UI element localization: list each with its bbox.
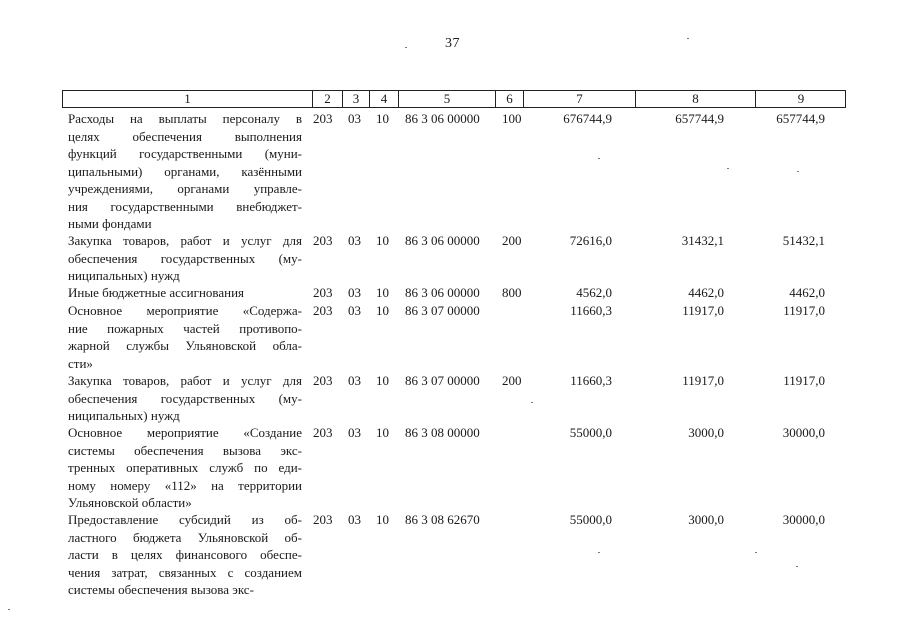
cell-col-4: 10 [376, 373, 389, 388]
description-line: обеспечения государственных (му- [68, 250, 302, 266]
cell-col-7: 11660,3 [570, 373, 612, 388]
cell-col-2: 203 [313, 373, 333, 388]
cell-col-2: 203 [313, 111, 333, 126]
header-col-8: 8 [635, 91, 755, 107]
cell-col-6: 800 [502, 285, 522, 300]
description-line: ниципальных) нужд [68, 408, 180, 423]
cell-col-8: 3000,0 [688, 425, 724, 440]
cell-col-3: 03 [348, 373, 361, 388]
header-col-6: 6 [495, 91, 523, 107]
header-col-4: 4 [369, 91, 398, 107]
description-line: тренных оперативных служб по еди- [68, 460, 302, 475]
description-line: функций государственными (муни- [68, 146, 302, 161]
row-description [68, 511, 302, 599]
cell-col-6: 200 [502, 233, 522, 248]
cell-col-7: 11660,3 [570, 303, 612, 318]
cell-col-8: 11917,0 [682, 373, 724, 388]
description-line: ние пожарных частей противопо- [68, 320, 302, 336]
cell-col-7: 4562,0 [576, 285, 612, 300]
cell-col-7: 676744,9 [563, 111, 612, 126]
cell-col-9: 30000,0 [782, 512, 825, 527]
cell-col-2: 203 [313, 233, 333, 248]
description-line: системы обеспечения вызова экс- [68, 442, 302, 458]
cell-col-5: 86 3 07 00000 [405, 303, 480, 318]
description-line: ципальными) органами, казёнными [68, 163, 302, 179]
row-description [68, 284, 302, 302]
description-line: жарной службы Ульяновской обла- [68, 338, 302, 353]
cell-col-6: 200 [502, 373, 522, 388]
cell-col-4: 10 [376, 111, 389, 126]
row-description [68, 302, 302, 372]
row-description [68, 424, 302, 512]
description-line: Иные бюджетные ассигнования [68, 285, 245, 300]
header-col-2: 2 [312, 91, 342, 107]
description-line: Ульяновской области» [68, 495, 192, 510]
description-line: ния государственными внебюджет- [68, 198, 302, 214]
cell-col-8: 3000,0 [688, 512, 724, 527]
description-line: системы обеспечения вызова экс- [68, 582, 254, 597]
cell-col-6: 100 [502, 111, 522, 126]
cell-col-8: 657744,9 [675, 111, 724, 126]
cell-col-4: 10 [376, 233, 389, 248]
cell-col-9: 657744,9 [776, 111, 825, 126]
description-line: чения затрат, связанных с созданием [68, 564, 302, 580]
description-line: целях обеспечения выполнения [68, 128, 302, 144]
cell-col-2: 203 [313, 285, 333, 300]
header-col-3: 3 [342, 91, 369, 107]
cell-col-9: 11917,0 [783, 373, 825, 388]
header-col-9: 9 [755, 91, 846, 107]
header-col-1: 1 [184, 91, 191, 106]
row-description [68, 110, 302, 233]
row-description [68, 232, 302, 285]
cell-col-5: 86 3 08 00000 [405, 425, 480, 440]
description-line: обеспечения государственных (му- [68, 390, 302, 406]
cell-col-9: 4462,0 [789, 285, 825, 300]
cell-col-2: 203 [313, 425, 333, 440]
cell-col-3: 03 [348, 425, 361, 440]
cell-col-3: 03 [348, 303, 361, 318]
description-line: Расходы на выплаты персоналу в [68, 111, 302, 126]
cell-col-4: 10 [376, 425, 389, 440]
description-line: ниципальных) нужд [68, 268, 180, 283]
cell-col-5: 86 3 06 00000 [405, 285, 480, 300]
page-number: 37 [445, 36, 460, 51]
cell-col-9: 30000,0 [782, 425, 825, 440]
description-line: ными фондами [68, 216, 152, 231]
description-line: Основное мероприятие «Содержа- [68, 303, 302, 318]
cell-col-2: 203 [313, 512, 333, 527]
cell-col-8: 11917,0 [682, 303, 724, 318]
header-col-5: 5 [398, 91, 495, 107]
cell-col-4: 10 [376, 303, 389, 318]
cell-col-5: 86 3 06 00000 [405, 111, 480, 126]
cell-col-4: 10 [376, 512, 389, 527]
description-line: сти» [68, 355, 93, 371]
cell-col-3: 03 [348, 233, 361, 248]
cell-col-7: 72616,0 [569, 233, 612, 248]
cell-col-9: 11917,0 [783, 303, 825, 318]
description-line: ласти в целях финансового обеспе- [68, 547, 302, 562]
cell-col-5: 86 3 08 62670 [405, 512, 480, 527]
cell-col-8: 4462,0 [688, 285, 724, 300]
cell-col-7: 55000,0 [569, 425, 612, 440]
description-line: ному номеру «112» на территории [68, 477, 302, 493]
description-line: учреждениями, органами управле- [68, 181, 302, 196]
cell-col-5: 86 3 06 00000 [405, 233, 480, 248]
cell-col-3: 03 [348, 512, 361, 527]
cell-col-9: 51432,1 [782, 233, 825, 248]
cell-col-2: 203 [313, 303, 333, 318]
description-line: Закупка товаров, работ и услуг для [68, 233, 302, 248]
description-line: ластного бюджета Ульяновской об- [68, 529, 302, 545]
description-line: Основное мероприятие «Создание [68, 425, 302, 440]
description-line: Предоставление субсидий из об- [68, 512, 302, 527]
cell-col-3: 03 [348, 111, 361, 126]
description-line: Закупка товаров, работ и услуг для [68, 373, 302, 388]
cell-col-8: 31432,1 [681, 233, 724, 248]
table-header [62, 90, 846, 108]
cell-col-5: 86 3 07 00000 [405, 373, 480, 388]
cell-col-7: 55000,0 [569, 512, 612, 527]
row-description [68, 372, 302, 425]
cell-col-4: 10 [376, 285, 389, 300]
header-col-7: 7 [523, 91, 635, 107]
cell-col-3: 03 [348, 285, 361, 300]
